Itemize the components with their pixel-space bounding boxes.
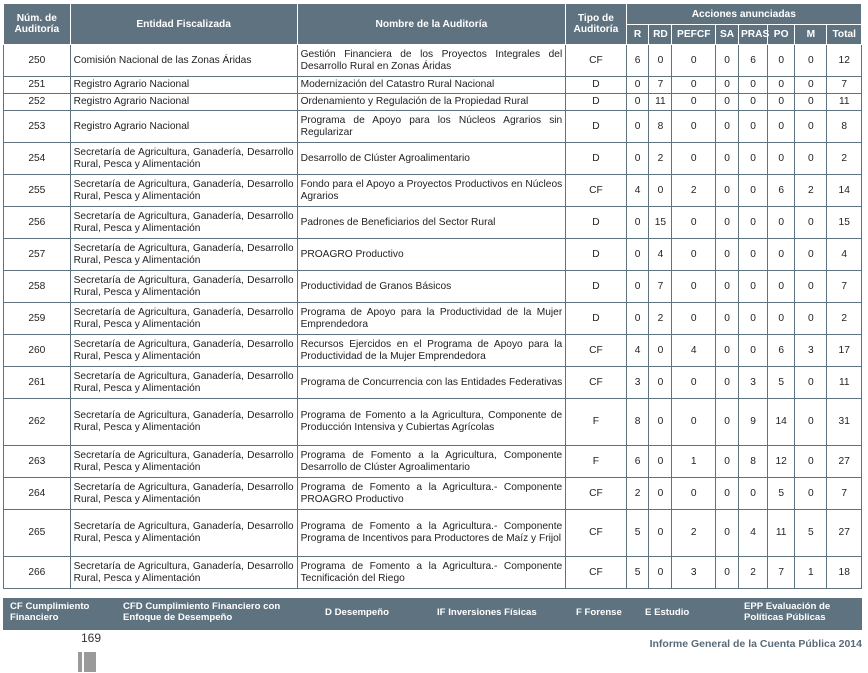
cell-nombre: Programa de Concurrencia con las Entidades Federativas: [297, 367, 566, 399]
cell-pras: 0: [738, 175, 767, 207]
cell-rd: 0: [649, 446, 672, 478]
cell-m: 5: [795, 510, 827, 557]
cell-tipo: CF: [566, 335, 626, 367]
cell-tipo: CF: [566, 367, 626, 399]
table-row: [4, 335, 862, 367]
cell-nombre: Fondo para el Apoyo a Proyectos Productivos en Núcleos Agrarios: [297, 175, 566, 207]
cell-m: 0: [795, 77, 827, 94]
cell-r: 6: [626, 45, 649, 77]
table-row: [4, 446, 862, 478]
cell-rd: 0: [649, 367, 672, 399]
cell-entidad: Registro Agrario Nacional: [70, 111, 297, 143]
cell-r: 5: [626, 557, 649, 589]
cell-r: 5: [626, 510, 649, 557]
cell-pras: 0: [738, 143, 767, 175]
cell-entidad: Secretaría de Agricultura, Ganadería, Desarrollo Rural, Pesca y Alimentación: [70, 446, 297, 478]
cell-r: 3: [626, 367, 649, 399]
cell-rd: 2: [649, 303, 672, 335]
cell-num: 250: [4, 45, 71, 77]
cell-pras: 0: [738, 271, 767, 303]
cell-r: 2: [626, 478, 649, 510]
legend-item-e: E Estudio: [645, 607, 690, 618]
cell-entidad: Comisión Nacional de las Zonas Áridas: [70, 45, 297, 77]
cell-total: 15: [827, 207, 862, 239]
cell-total: 7: [827, 271, 862, 303]
header-col-pras: PRAS: [738, 25, 767, 45]
cell-rd: 15: [649, 207, 672, 239]
cell-m: 0: [795, 367, 827, 399]
cell-rd: 0: [649, 557, 672, 589]
cell-entidad: Secretaría de Agricultura, Ganadería, Desarrollo Rural, Pesca y Alimentación: [70, 207, 297, 239]
cell-tipo: D: [566, 271, 626, 303]
cell-sa: 0: [716, 45, 739, 77]
cell-num: 266: [4, 557, 71, 589]
table-row: [4, 510, 862, 557]
cell-total: 27: [827, 446, 862, 478]
header-col-m: M: [795, 25, 827, 45]
cell-po: 0: [768, 207, 795, 239]
cell-sa: 0: [716, 239, 739, 271]
cell-entidad: Secretaría de Agricultura, Ganadería, Desarrollo Rural, Pesca y Alimentación: [70, 399, 297, 446]
cell-entidad: Secretaría de Agricultura, Ganadería, Desarrollo Rural, Pesca y Alimentación: [70, 143, 297, 175]
cell-rd: 0: [649, 335, 672, 367]
cell-nombre: Programa de Fomento a la Agricultura.- Componente PROAGRO Productivo: [297, 478, 566, 510]
cell-m: 0: [795, 271, 827, 303]
table-row: [4, 557, 862, 589]
cell-rd: 0: [649, 478, 672, 510]
cell-pefcf: 4: [672, 335, 716, 367]
cell-tipo: F: [566, 399, 626, 446]
cell-entidad: Secretaría de Agricultura, Ganadería, Desarrollo Rural, Pesca y Alimentación: [70, 335, 297, 367]
cell-pefcf: 1: [672, 446, 716, 478]
cell-num: 264: [4, 478, 71, 510]
cell-total: 17: [827, 335, 862, 367]
cell-rd: 4: [649, 239, 672, 271]
cell-pras: 8: [738, 446, 767, 478]
legend-item-f: F Forense: [576, 607, 622, 618]
legend-item-if: IF Inversiones Físicas: [437, 607, 537, 618]
cell-m: 0: [795, 446, 827, 478]
cell-r: 0: [626, 303, 649, 335]
cell-m: 0: [795, 239, 827, 271]
cell-rd: 0: [649, 399, 672, 446]
cell-pefcf: 0: [672, 239, 716, 271]
cell-po: 6: [768, 335, 795, 367]
table-row: [4, 207, 862, 239]
page-marker-decoration: [78, 652, 96, 672]
cell-entidad: Secretaría de Agricultura, Ganadería, Desarrollo Rural, Pesca y Alimentación: [70, 478, 297, 510]
cell-pefcf: 0: [672, 45, 716, 77]
cell-po: 0: [768, 94, 795, 111]
cell-pefcf: 2: [672, 510, 716, 557]
cell-pras: 0: [738, 94, 767, 111]
cell-num: 263: [4, 446, 71, 478]
cell-r: 4: [626, 175, 649, 207]
cell-pras: 0: [738, 478, 767, 510]
cell-entidad: Registro Agrario Nacional: [70, 94, 297, 111]
cell-pefcf: 0: [672, 478, 716, 510]
cell-total: 4: [827, 239, 862, 271]
cell-nombre: Modernización del Catastro Rural Nacional: [297, 77, 566, 94]
cell-pras: 6: [738, 45, 767, 77]
cell-total: 11: [827, 367, 862, 399]
cell-tipo: CF: [566, 45, 626, 77]
cell-r: 8: [626, 399, 649, 446]
cell-total: 2: [827, 143, 862, 175]
cell-po: 0: [768, 239, 795, 271]
cell-num: 251: [4, 77, 71, 94]
cell-po: 11: [768, 510, 795, 557]
cell-m: 0: [795, 45, 827, 77]
table-row: [4, 239, 862, 271]
table-row: [4, 271, 862, 303]
cell-pras: 3: [738, 367, 767, 399]
cell-total: 7: [827, 77, 862, 94]
cell-r: 4: [626, 335, 649, 367]
cell-pefcf: 2: [672, 175, 716, 207]
cell-tipo: CF: [566, 557, 626, 589]
page-number: 169: [81, 631, 102, 645]
header-col-r: R: [626, 25, 649, 45]
cell-entidad: Secretaría de Agricultura, Ganadería, Desarrollo Rural, Pesca y Alimentación: [70, 175, 297, 207]
cell-pras: 0: [738, 239, 767, 271]
cell-entidad: Secretaría de Agricultura, Ganadería, Desarrollo Rural, Pesca y Alimentación: [70, 271, 297, 303]
cell-pefcf: 0: [672, 94, 716, 111]
cell-po: 7: [768, 557, 795, 589]
cell-num: 256: [4, 207, 71, 239]
cell-entidad: Secretaría de Agricultura, Ganadería, Desarrollo Rural, Pesca y Alimentación: [70, 367, 297, 399]
cell-entidad: Secretaría de Agricultura, Ganadería, Desarrollo Rural, Pesca y Alimentación: [70, 239, 297, 271]
cell-po: 0: [768, 143, 795, 175]
table-row: [4, 143, 862, 175]
cell-pras: 0: [738, 77, 767, 94]
table-row: [4, 367, 862, 399]
cell-pefcf: 0: [672, 271, 716, 303]
cell-entidad: Secretaría de Agricultura, Ganadería, Desarrollo Rural, Pesca y Alimentación: [70, 557, 297, 589]
cell-r: 0: [626, 143, 649, 175]
cell-num: 252: [4, 94, 71, 111]
legend-item-cfd: CFD Cumplimiento Financiero con Enfoque de Desempeño: [123, 601, 281, 623]
cell-num: 255: [4, 175, 71, 207]
cell-pras: 0: [738, 207, 767, 239]
cell-rd: 0: [649, 45, 672, 77]
cell-nombre: Programa de Fomento a la Agricultura, Componente de Producción Intensiva y Cubiertas Agrícolas: [297, 399, 566, 446]
cell-nombre: PROAGRO Productivo: [297, 239, 566, 271]
cell-po: 6: [768, 175, 795, 207]
header-entidad: Entidad Fiscalizada: [70, 4, 297, 45]
cell-m: 0: [795, 478, 827, 510]
cell-nombre: Programa de Fomento a la Agricultura, Componente Desarrollo de Clúster Agroalimentario: [297, 446, 566, 478]
table-row: [4, 111, 862, 143]
cell-r: 0: [626, 207, 649, 239]
cell-sa: 0: [716, 94, 739, 111]
cell-sa: 0: [716, 303, 739, 335]
cell-tipo: D: [566, 239, 626, 271]
cell-num: 265: [4, 510, 71, 557]
cell-total: 18: [827, 557, 862, 589]
header-col-sa: SA: [716, 25, 739, 45]
cell-sa: 0: [716, 510, 739, 557]
cell-sa: 0: [716, 175, 739, 207]
cell-po: 0: [768, 111, 795, 143]
cell-pras: 2: [738, 557, 767, 589]
cell-pefcf: 0: [672, 111, 716, 143]
cell-entidad: Secretaría de Agricultura, Ganadería, Desarrollo Rural, Pesca y Alimentación: [70, 303, 297, 335]
cell-nombre: Productividad de Granos Básicos: [297, 271, 566, 303]
header-acciones: Acciones anunciadas: [626, 4, 861, 25]
cell-m: 3: [795, 335, 827, 367]
cell-tipo: D: [566, 111, 626, 143]
cell-r: 0: [626, 111, 649, 143]
cell-rd: 0: [649, 175, 672, 207]
table-row: [4, 175, 862, 207]
cell-tipo: CF: [566, 175, 626, 207]
cell-nombre: Gestión Financiera de los Proyectos Integrales del Desarrollo Rural en Zonas Áridas: [297, 45, 566, 77]
cell-pefcf: 0: [672, 77, 716, 94]
cell-rd: 0: [649, 510, 672, 557]
cell-r: 0: [626, 77, 649, 94]
cell-num: 260: [4, 335, 71, 367]
cell-num: 258: [4, 271, 71, 303]
cell-po: 0: [768, 271, 795, 303]
cell-m: 2: [795, 175, 827, 207]
audit-table: [3, 3, 862, 589]
cell-po: 0: [768, 45, 795, 77]
cell-r: 0: [626, 94, 649, 111]
cell-m: 0: [795, 303, 827, 335]
cell-total: 27: [827, 510, 862, 557]
cell-pras: 0: [738, 335, 767, 367]
cell-num: 262: [4, 399, 71, 446]
cell-nombre: Programa de Apoyo para los Núcleos Agrarios sin Regularizar: [297, 111, 566, 143]
cell-rd: 7: [649, 77, 672, 94]
cell-sa: 0: [716, 143, 739, 175]
report-title: Informe General de la Cuenta Pública 2014: [649, 638, 862, 650]
cell-po: 12: [768, 446, 795, 478]
cell-m: 0: [795, 94, 827, 111]
cell-rd: 2: [649, 143, 672, 175]
cell-nombre: Ordenamiento y Regulación de la Propiedad Rural: [297, 94, 566, 111]
cell-sa: 0: [716, 557, 739, 589]
cell-sa: 0: [716, 367, 739, 399]
header-col-total: Total: [827, 25, 862, 45]
cell-po: 0: [768, 303, 795, 335]
cell-m: 0: [795, 143, 827, 175]
cell-tipo: D: [566, 207, 626, 239]
cell-rd: 8: [649, 111, 672, 143]
cell-entidad: Secretaría de Agricultura, Ganadería, Desarrollo Rural, Pesca y Alimentación: [70, 510, 297, 557]
cell-pefcf: 0: [672, 367, 716, 399]
cell-sa: 0: [716, 271, 739, 303]
cell-po: 5: [768, 478, 795, 510]
cell-num: 261: [4, 367, 71, 399]
table-row: [4, 399, 862, 446]
cell-tipo: D: [566, 77, 626, 94]
cell-po: 0: [768, 77, 795, 94]
cell-pras: 4: [738, 510, 767, 557]
cell-nombre: Programa de Fomento a la Agricultura.- Componente Tecnificación del Riego: [297, 557, 566, 589]
cell-r: 6: [626, 446, 649, 478]
cell-tipo: D: [566, 94, 626, 111]
cell-r: 0: [626, 271, 649, 303]
cell-total: 2: [827, 303, 862, 335]
cell-pefcf: 0: [672, 399, 716, 446]
table-row: [4, 303, 862, 335]
cell-m: 0: [795, 207, 827, 239]
cell-num: 254: [4, 143, 71, 175]
cell-total: 11: [827, 94, 862, 111]
cell-entidad: Registro Agrario Nacional: [70, 77, 297, 94]
table-row: [4, 94, 862, 111]
cell-nombre: Programa de Apoyo para la Productividad de la Mujer Emprendedora: [297, 303, 566, 335]
legend-item-epp: EPP Evaluación de Políticas Públicas: [744, 601, 831, 623]
cell-pras: 0: [738, 111, 767, 143]
cell-rd: 11: [649, 94, 672, 111]
cell-pefcf: 0: [672, 143, 716, 175]
cell-tipo: F: [566, 446, 626, 478]
cell-po: 5: [768, 367, 795, 399]
cell-nombre: Recursos Ejercidos en el Programa de Apoyo para la Productividad de la Mujer Emprendedora: [297, 335, 566, 367]
cell-po: 14: [768, 399, 795, 446]
legend-bar: [3, 598, 862, 630]
cell-sa: 0: [716, 478, 739, 510]
legend-item-cf: CF Cumplimiento Financiero: [10, 601, 90, 623]
header-tipo: Tipo de Auditoría: [566, 4, 626, 45]
cell-pras: 0: [738, 303, 767, 335]
cell-total: 7: [827, 478, 862, 510]
legend-item-d: D Desempeño: [325, 607, 389, 618]
cell-total: 12: [827, 45, 862, 77]
cell-m: 0: [795, 111, 827, 143]
cell-num: 253: [4, 111, 71, 143]
cell-tipo: D: [566, 143, 626, 175]
header-col-rd: RD: [649, 25, 672, 45]
cell-sa: 0: [716, 111, 739, 143]
table-row: [4, 478, 862, 510]
table-row: [4, 45, 862, 77]
cell-tipo: CF: [566, 478, 626, 510]
cell-r: 0: [626, 239, 649, 271]
cell-sa: 0: [716, 207, 739, 239]
cell-sa: 0: [716, 77, 739, 94]
cell-m: 0: [795, 399, 827, 446]
cell-pefcf: 0: [672, 207, 716, 239]
cell-m: 1: [795, 557, 827, 589]
cell-num: 259: [4, 303, 71, 335]
cell-nombre: Programa de Fomento a la Agricultura.- Componente Programa de Incentivos para Productores de Maíz y Frijol: [297, 510, 566, 557]
cell-total: 14: [827, 175, 862, 207]
cell-total: 8: [827, 111, 862, 143]
cell-num: 257: [4, 239, 71, 271]
header-num: Núm. de Auditoría: [4, 4, 71, 45]
cell-sa: 0: [716, 399, 739, 446]
cell-nombre: Padrones de Beneficiarios del Sector Rural: [297, 207, 566, 239]
header-nombre: Nombre de la Auditoría: [297, 4, 566, 45]
cell-sa: 0: [716, 446, 739, 478]
cell-sa: 0: [716, 335, 739, 367]
cell-rd: 7: [649, 271, 672, 303]
cell-tipo: CF: [566, 510, 626, 557]
header-col-pefcf: PEFCF: [672, 25, 716, 45]
cell-pefcf: 3: [672, 557, 716, 589]
header-col-po: PO: [768, 25, 795, 45]
table-row: [4, 77, 862, 94]
cell-tipo: D: [566, 303, 626, 335]
cell-total: 31: [827, 399, 862, 446]
cell-nombre: Desarrollo de Clúster Agroalimentario: [297, 143, 566, 175]
cell-pras: 9: [738, 399, 767, 446]
cell-pefcf: 0: [672, 303, 716, 335]
